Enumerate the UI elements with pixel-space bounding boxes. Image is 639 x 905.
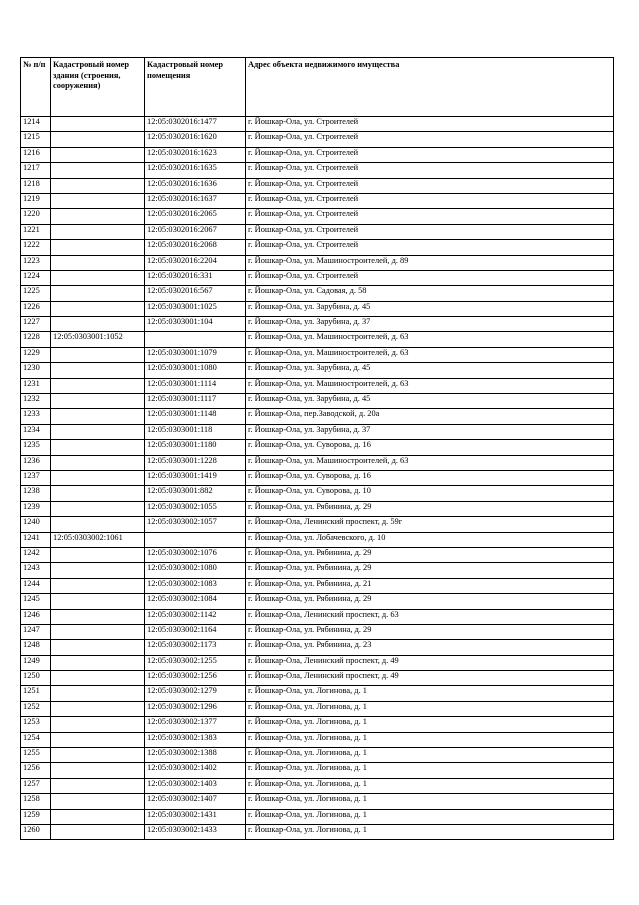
table-row [21,455,614,470]
cell-address: г. Йошкар-Ола, ул. Строителей [246,270,614,285]
cell-address: г. Йошкар-Ола, ул. Строителей [246,209,614,224]
cell-building-cadastral [51,563,145,578]
cell-building-cadastral [51,163,145,178]
cell-building-cadastral [51,578,145,593]
cell-building-cadastral [51,655,145,670]
header-address: Адрес объекта недвижимого имущества [246,58,614,117]
cell-room-cadastral: 12:05:0303002:1279 [145,686,246,701]
cell-address: г. Йошкар-Ола, ул. Зарубина, д. 45 [246,363,614,378]
header-num: № п/п [21,58,51,117]
table-row [21,378,614,393]
cell-room-cadastral: 12:05:0303001:1117 [145,394,246,409]
cell-address: г. Йошкар-Ола, Ленинский проспект, д. 63 [246,609,614,624]
cell-num: 1217 [21,163,51,178]
cell-room-cadastral: 12:05:0303001:1419 [145,470,246,485]
cell-address: г. Йошкар-Ола, Ленинский проспект, д. 49 [246,655,614,670]
cell-room-cadastral: 12:05:0303001:1025 [145,301,246,316]
cell-building-cadastral [51,286,145,301]
cell-num: 1232 [21,394,51,409]
table-row [21,640,614,655]
cell-address: г. Йошкар-Ола, ул. Машиностроителей, д. 63 [246,347,614,362]
table-row [21,224,614,239]
table-row [21,409,614,424]
cell-num: 1249 [21,655,51,670]
cell-num: 1236 [21,455,51,470]
cell-building-cadastral [51,147,145,162]
table-row [21,624,614,639]
cell-address: г. Йошкар-Ола, ул. Машиностроителей, д. 63 [246,332,614,347]
table-row [21,163,614,178]
cell-room-cadastral: 12:05:0303002:1403 [145,778,246,793]
cell-address: г. Йошкар-Ола, ул. Машиностроителей, д. 63 [246,378,614,393]
cell-num: 1250 [21,671,51,686]
cell-building-cadastral [51,270,145,285]
cell-num: 1227 [21,317,51,332]
cell-num: 1254 [21,732,51,747]
table-row [21,732,614,747]
cell-address: г. Йошкар-Ола, ул. Строителей [246,147,614,162]
cell-address: г. Йошкар-Ола, ул. Рябинина, д. 29 [246,594,614,609]
cell-building-cadastral [51,717,145,732]
table-row [21,563,614,578]
cell-building-cadastral [51,301,145,316]
table-row [21,147,614,162]
cell-num: 1215 [21,132,51,147]
table-row [21,824,614,839]
cell-num: 1257 [21,778,51,793]
cell-room-cadastral: 12:05:0303001:1080 [145,363,246,378]
table-row [21,655,614,670]
cell-num: 1242 [21,547,51,562]
cell-address: г. Йошкар-Ола, ул. Зарубина, д. 37 [246,424,614,439]
table-row [21,394,614,409]
cell-building-cadastral [51,609,145,624]
cell-building-cadastral [51,732,145,747]
cell-building-cadastral [51,255,145,270]
cell-room-cadastral: 12:05:0302016:1636 [145,178,246,193]
cell-address: г. Йошкар-Ола, ул. Логинова, д. 1 [246,686,614,701]
cell-address: г. Йошкар-Ола, ул. Лобачевского, д. 10 [246,532,614,547]
cell-room-cadastral: 12:05:0303001:1114 [145,378,246,393]
cell-address: г. Йошкар-Ола, ул. Зарубина, д. 45 [246,394,614,409]
cell-num: 1259 [21,809,51,824]
cell-address: г. Йошкар-Ола, ул. Логинова, д. 1 [246,748,614,763]
cell-num: 1235 [21,440,51,455]
cell-num: 1258 [21,794,51,809]
cell-num: 1224 [21,270,51,285]
table-row [21,255,614,270]
cell-room-cadastral [145,532,246,547]
cell-building-cadastral [51,347,145,362]
cell-room-cadastral: 12:05:0303002:1383 [145,732,246,747]
table-row [21,363,614,378]
cell-room-cadastral: 12:05:0303002:1402 [145,763,246,778]
cell-room-cadastral: 12:05:0302016:2204 [145,255,246,270]
table-row [21,763,614,778]
cell-address: г. Йошкар-Ола, ул. Логинова, д. 1 [246,701,614,716]
cell-address: г. Йошкар-Ола, ул. Логинова, д. 1 [246,717,614,732]
cell-building-cadastral [51,117,145,132]
cell-building-cadastral [51,671,145,686]
cell-num: 1214 [21,117,51,132]
cell-building-cadastral [51,794,145,809]
table-row [21,594,614,609]
cell-num: 1246 [21,609,51,624]
table-row [21,517,614,532]
table-row [21,547,614,562]
cell-building-cadastral [51,517,145,532]
cell-room-cadastral: 12:05:0303002:1296 [145,701,246,716]
table-row [21,178,614,193]
cell-num: 1225 [21,286,51,301]
cell-num: 1219 [21,193,51,208]
cell-building-cadastral [51,686,145,701]
cell-address: г. Йошкар-Ола, ул. Зарубина, д. 37 [246,317,614,332]
cell-building-cadastral: 12:05:0303001:1052 [51,332,145,347]
cell-num: 1226 [21,301,51,316]
cell-building-cadastral [51,748,145,763]
cell-building-cadastral [51,547,145,562]
cell-address: г. Йошкар-Ола, ул. Рябинина, д. 29 [246,624,614,639]
cell-num: 1253 [21,717,51,732]
cell-building-cadastral [51,193,145,208]
cell-num: 1238 [21,486,51,501]
cell-address: г. Йошкар-Ола, ул. Рябинина, д. 29 [246,547,614,562]
cell-address: г. Йошкар-Ола, ул. Суворова, д. 10 [246,486,614,501]
cell-room-cadastral: 12:05:0302016:2067 [145,224,246,239]
cell-address: г. Йошкар-Ола, ул. Строителей [246,163,614,178]
table-row [21,486,614,501]
cell-room-cadastral: 12:05:0302016:1635 [145,163,246,178]
cell-address: г. Йошкар-Ола, Ленинский проспект, д. 59г [246,517,614,532]
cell-room-cadastral: 12:05:0303002:1407 [145,794,246,809]
table-header-row [21,58,614,117]
cell-room-cadastral: 12:05:0303002:1173 [145,640,246,655]
cell-building-cadastral [51,240,145,255]
table-row [21,609,614,624]
cell-room-cadastral [145,332,246,347]
cell-building-cadastral [51,624,145,639]
table-row [21,532,614,547]
cell-building-cadastral [51,486,145,501]
cell-room-cadastral: 12:05:0302016:1623 [145,147,246,162]
cell-building-cadastral [51,701,145,716]
cell-address: г. Йошкар-Ола, ул. Машиностроителей, д. 63 [246,455,614,470]
cell-num: 1252 [21,701,51,716]
cell-room-cadastral: 12:05:0303002:1255 [145,655,246,670]
cell-building-cadastral [51,470,145,485]
property-register-table [20,57,614,840]
table-row [21,317,614,332]
cell-room-cadastral: 12:05:0303002:1057 [145,517,246,532]
cell-building-cadastral [51,209,145,224]
table-row [21,501,614,516]
cell-num: 1216 [21,147,51,162]
cell-room-cadastral: 12:05:0303001:882 [145,486,246,501]
cell-building-cadastral [51,778,145,793]
cell-num: 1233 [21,409,51,424]
cell-room-cadastral: 12:05:0302016:2065 [145,209,246,224]
table-row [21,286,614,301]
table-row [21,809,614,824]
cell-building-cadastral [51,224,145,239]
cell-room-cadastral: 12:05:0303002:1256 [145,671,246,686]
cell-address: г. Йошкар-Ола, ул. Рябинина, д. 23 [246,640,614,655]
cell-building-cadastral [51,594,145,609]
cell-num: 1247 [21,624,51,639]
cell-room-cadastral: 12:05:0303001:1228 [145,455,246,470]
table-row [21,209,614,224]
cell-building-cadastral [51,132,145,147]
cell-address: г. Йошкар-Ола, ул. Логинова, д. 1 [246,778,614,793]
cell-address: г. Йошкар-Ола, ул. Строителей [246,224,614,239]
cell-num: 1251 [21,686,51,701]
cell-building-cadastral [51,317,145,332]
cell-address: г. Йошкар-Ола, пер.Заводской, д. 20а [246,409,614,424]
cell-address: г. Йошкар-Ола, ул. Суворова, д. 16 [246,470,614,485]
cell-address: г. Йошкар-Ола, ул. Рябинина, д. 21 [246,578,614,593]
cell-num: 1220 [21,209,51,224]
table-row [21,470,614,485]
cell-address: г. Йошкар-Ола, ул. Строителей [246,117,614,132]
cell-building-cadastral: 12:05:0303002:1061 [51,532,145,547]
cell-building-cadastral [51,640,145,655]
cell-building-cadastral [51,763,145,778]
cell-room-cadastral: 12:05:0302016:1620 [145,132,246,147]
cell-num: 1231 [21,378,51,393]
table-row [21,794,614,809]
cell-address: г. Йошкар-Ола, ул. Логинова, д. 1 [246,809,614,824]
cell-address: г. Йошкар-Ола, ул. Логинова, д. 1 [246,732,614,747]
table-row [21,347,614,362]
cell-num: 1230 [21,363,51,378]
table-row [21,701,614,716]
table-row [21,301,614,316]
cell-room-cadastral: 12:05:0302016:1637 [145,193,246,208]
cell-num: 1245 [21,594,51,609]
table-row [21,240,614,255]
cell-building-cadastral [51,394,145,409]
cell-room-cadastral: 12:05:0303002:1083 [145,578,246,593]
cell-num: 1222 [21,240,51,255]
cell-num: 1248 [21,640,51,655]
cell-building-cadastral [51,809,145,824]
cell-address: г. Йошкар-Ола, Ленинский проспект, д. 49 [246,671,614,686]
cell-num: 1241 [21,532,51,547]
cell-building-cadastral [51,424,145,439]
table-row [21,748,614,763]
cell-room-cadastral: 12:05:0303001:104 [145,317,246,332]
table-row [21,440,614,455]
cell-room-cadastral: 12:05:0303002:1164 [145,624,246,639]
cell-room-cadastral: 12:05:0303002:1388 [145,748,246,763]
table-row [21,424,614,439]
cell-room-cadastral: 12:05:0303001:118 [145,424,246,439]
header-room-cadastral: Кадастровый номер помещения [145,58,246,117]
cell-room-cadastral: 12:05:0303002:1431 [145,809,246,824]
cell-num: 1223 [21,255,51,270]
cell-building-cadastral [51,409,145,424]
cell-num: 1218 [21,178,51,193]
table-row [21,778,614,793]
cell-num: 1255 [21,748,51,763]
cell-address: г. Йошкар-Ола, ул. Строителей [246,132,614,147]
table-row [21,132,614,147]
cell-building-cadastral [51,824,145,839]
cell-num: 1243 [21,563,51,578]
table-row [21,686,614,701]
table-row [21,671,614,686]
cell-address: г. Йошкар-Ола, ул. Рябинина, д. 29 [246,501,614,516]
cell-room-cadastral: 12:05:0303001:1079 [145,347,246,362]
cell-num: 1234 [21,424,51,439]
table-row [21,717,614,732]
cell-room-cadastral: 12:05:0303002:1084 [145,594,246,609]
table-row [21,117,614,132]
cell-building-cadastral [51,178,145,193]
cell-room-cadastral: 12:05:0303001:1180 [145,440,246,455]
cell-num: 1244 [21,578,51,593]
cell-room-cadastral: 12:05:0302016:567 [145,286,246,301]
cell-room-cadastral: 12:05:0303002:1080 [145,563,246,578]
cell-num: 1237 [21,470,51,485]
cell-building-cadastral [51,363,145,378]
cell-room-cadastral: 12:05:0303002:1433 [145,824,246,839]
table-row [21,578,614,593]
cell-address: г. Йошкар-Ола, ул. Логинова, д. 1 [246,763,614,778]
cell-room-cadastral: 12:05:0303002:1076 [145,547,246,562]
cell-address: г. Йошкар-Ола, ул. Строителей [246,193,614,208]
cell-num: 1228 [21,332,51,347]
cell-num: 1240 [21,517,51,532]
cell-room-cadastral: 12:05:0302016:2068 [145,240,246,255]
cell-room-cadastral: 12:05:0302016:1477 [145,117,246,132]
cell-num: 1256 [21,763,51,778]
cell-building-cadastral [51,501,145,516]
cell-building-cadastral [51,440,145,455]
table-body [21,117,614,840]
header-building-cadastral: Кадастровый номер здания (строения, сооружения) [51,58,145,117]
cell-room-cadastral: 12:05:0302016:331 [145,270,246,285]
cell-address: г. Йошкар-Ола, ул. Строителей [246,178,614,193]
table-row [21,193,614,208]
cell-address: г. Йошкар-Ола, ул. Логинова, д. 1 [246,794,614,809]
cell-num: 1260 [21,824,51,839]
cell-address: г. Йошкар-Ола, ул. Машиностроителей, д. 89 [246,255,614,270]
cell-num: 1239 [21,501,51,516]
cell-address: г. Йошкар-Ола, ул. Рябинина, д. 29 [246,563,614,578]
cell-address: г. Йошкар-Ола, ул. Суворова, д. 16 [246,440,614,455]
cell-num: 1221 [21,224,51,239]
cell-building-cadastral [51,378,145,393]
table-row [21,332,614,347]
cell-building-cadastral [51,455,145,470]
cell-address: г. Йошкар-Ола, ул. Зарубина, д. 45 [246,301,614,316]
cell-address: г. Йошкар-Ола, ул. Логинова, д. 1 [246,824,614,839]
cell-address: г. Йошкар-Ола, ул. Строителей [246,240,614,255]
cell-room-cadastral: 12:05:0303002:1055 [145,501,246,516]
cell-num: 1229 [21,347,51,362]
table-row [21,270,614,285]
cell-room-cadastral: 12:05:0303002:1142 [145,609,246,624]
cell-address: г. Йошкар-Ола, ул. Садовая, д. 58 [246,286,614,301]
cell-room-cadastral: 12:05:0303002:1377 [145,717,246,732]
cell-room-cadastral: 12:05:0303001:1148 [145,409,246,424]
